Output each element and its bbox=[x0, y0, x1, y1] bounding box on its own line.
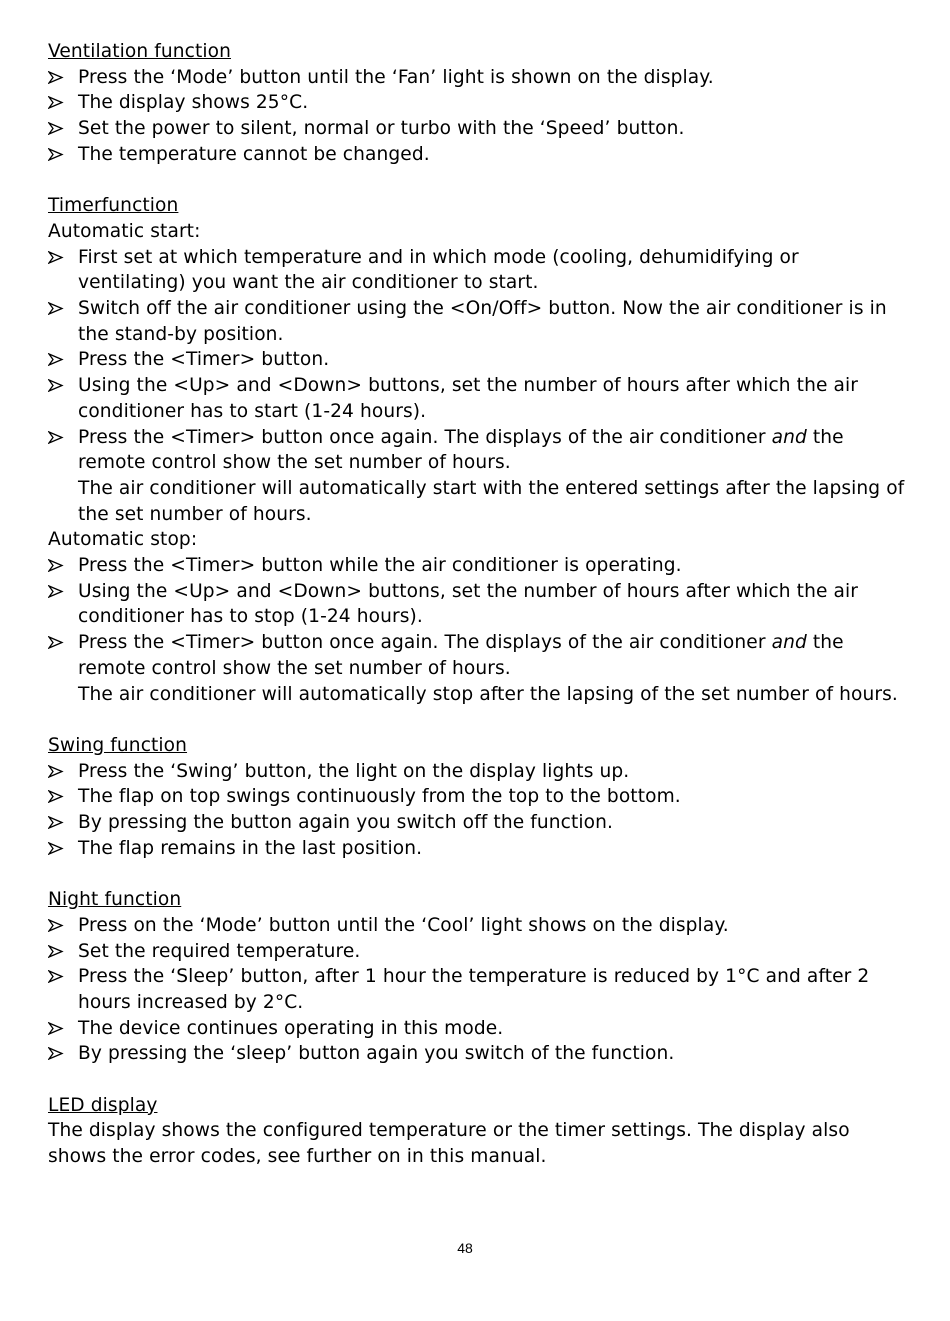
arrowhead-bullet-icon bbox=[48, 116, 64, 142]
section-gap bbox=[48, 861, 908, 887]
arrowhead-bullet-icon bbox=[48, 939, 64, 965]
page-number: 48 bbox=[457, 1240, 473, 1256]
arrowhead-bullet-icon bbox=[48, 373, 64, 399]
bullet-item bbox=[48, 810, 908, 836]
section-heading: Ventilation function bbox=[48, 41, 231, 62]
document-body bbox=[48, 39, 908, 1170]
bullet-text: Using the <Up> and <Down> buttons, set the number of hours after which the air conditioner has to start (1-24 hours). bbox=[78, 375, 859, 422]
bullet-item bbox=[48, 553, 908, 579]
bullet-item bbox=[48, 425, 908, 476]
section-heading: Timerfunction bbox=[48, 195, 179, 217]
continuation-text: The air conditioner will automatically start with the entered settings after the lapsing of the set number of hours. bbox=[78, 477, 905, 525]
paragraph-text: The display shows the configured temperature or the timer settings. The display also shows the error codes, see further on in this manual. bbox=[48, 1120, 850, 1168]
bullet-item bbox=[48, 964, 908, 1015]
arrowhead-bullet-icon bbox=[48, 913, 64, 939]
bullet-text: By pressing the ‘sleep’ button again you switch of the function. bbox=[78, 1043, 675, 1065]
bullet-item bbox=[48, 142, 908, 168]
continuation-text: The air conditioner will automatically stop after the lapsing of the set number of hours. bbox=[78, 683, 898, 705]
arrowhead-bullet-icon bbox=[48, 65, 64, 91]
bullet-text: Press the ‘Mode’ button until the ‘Fan’ light is shown on the display. bbox=[78, 66, 714, 88]
bullet-text: Set the power to silent, normal or turbo with the ‘Speed’ button. bbox=[78, 118, 685, 140]
arrowhead-bullet-icon bbox=[48, 836, 64, 862]
bullet-text: The flap remains in the last position. bbox=[78, 837, 423, 859]
arrowhead-bullet-icon bbox=[48, 553, 64, 579]
bullet-text: The device continues operating in this mode. bbox=[78, 1017, 504, 1039]
bullet-text-part: the remote control show the set number of hours. bbox=[78, 426, 844, 474]
bullet-text: Press the ‘Sleep’ button, after 1 hour the temperature is reduced by 1°C and after 2 hours increased by 2°C. bbox=[78, 966, 870, 1013]
arrowhead-bullet-icon bbox=[48, 1016, 64, 1042]
bullet-text-emphasis: and bbox=[771, 632, 807, 654]
arrowhead-bullet-icon bbox=[48, 296, 64, 322]
bullet-text: The flap on top swings continuously from the top to the bottom. bbox=[78, 786, 681, 808]
bullet-item bbox=[48, 65, 908, 91]
arrowhead-bullet-icon bbox=[48, 90, 64, 116]
bullet-text: First set at which temperature and in which mode (cooling, dehumidifying or ventilating) you want the air conditioner to start. bbox=[78, 246, 799, 294]
bullet-item bbox=[48, 373, 908, 424]
section-heading: LED display bbox=[48, 1094, 158, 1116]
section-ventilation-function bbox=[48, 39, 908, 168]
subheading-automatic-start: Automatic start: bbox=[48, 220, 201, 242]
bullet-text: Press the ‘Swing’ button, the light on the display lights up. bbox=[78, 760, 630, 782]
arrowhead-bullet-icon bbox=[48, 630, 64, 656]
bullet-text: The temperature cannot be changed. bbox=[78, 143, 430, 165]
bullet-text: Press the <Timer> button while the air conditioner is operating. bbox=[78, 555, 682, 577]
bullet-item bbox=[48, 630, 908, 681]
bullet-text-part: Press the <Timer> button once again. The displays of the air conditioner bbox=[78, 426, 772, 448]
section-led-display bbox=[48, 1093, 908, 1170]
bullet-item bbox=[48, 116, 908, 142]
bullet-item bbox=[48, 347, 908, 373]
arrowhead-bullet-icon bbox=[48, 964, 64, 990]
arrowhead-bullet-icon bbox=[48, 759, 64, 785]
section-night-function bbox=[48, 887, 908, 1067]
bullet-item bbox=[48, 784, 908, 810]
bullet-item bbox=[48, 1016, 908, 1042]
section-heading: Swing function bbox=[48, 734, 188, 756]
arrowhead-bullet-icon bbox=[48, 142, 64, 168]
bullet-item bbox=[48, 1041, 908, 1067]
bullet-text: Set the required temperature. bbox=[78, 940, 361, 962]
bullet-text: Using the <Up> and <Down> buttons, set the number of hours after which the air conditioner has to stop (1-24 hours). bbox=[78, 580, 859, 628]
section-timer-function bbox=[48, 193, 908, 707]
bullet-item bbox=[48, 296, 908, 347]
arrowhead-bullet-icon bbox=[48, 1041, 64, 1067]
bullet-item bbox=[48, 90, 908, 116]
section-gap bbox=[48, 1067, 908, 1093]
bullet-item bbox=[48, 245, 908, 296]
arrowhead-bullet-icon bbox=[48, 810, 64, 836]
arrowhead-bullet-icon bbox=[48, 347, 64, 373]
bullet-item bbox=[48, 759, 908, 785]
bullet-item bbox=[48, 939, 908, 965]
arrowhead-bullet-icon bbox=[48, 579, 64, 605]
arrowhead-bullet-icon bbox=[48, 784, 64, 810]
bullet-item bbox=[48, 836, 908, 862]
bullet-text-emphasis: and bbox=[771, 426, 807, 448]
bullet-item bbox=[48, 579, 908, 630]
bullet-text-part: the remote control show the set number of hours. bbox=[78, 632, 844, 679]
bullet-text-part: Press the <Timer> button once again. The displays of the air conditioner bbox=[78, 632, 772, 654]
subheading-automatic-stop: Automatic stop: bbox=[48, 529, 198, 551]
bullet-text: By pressing the button again you switch off the function. bbox=[78, 812, 614, 834]
arrowhead-bullet-icon bbox=[48, 245, 64, 271]
section-gap bbox=[48, 707, 908, 733]
bullet-text: The display shows 25°C. bbox=[78, 92, 309, 114]
arrowhead-bullet-icon bbox=[48, 425, 64, 451]
section-gap bbox=[48, 168, 908, 194]
bullet-text: Press the <Timer> button. bbox=[78, 349, 330, 371]
bullet-text: Press on the ‘Mode’ button until the ‘Cool’ light shows on the display. bbox=[78, 914, 729, 936]
bullet-text: Switch off the air conditioner using the <On/Off> button. Now the air conditioner is in the stand-by position. bbox=[78, 298, 887, 345]
section-swing-function bbox=[48, 733, 908, 862]
section-heading: Night function bbox=[48, 889, 182, 911]
bullet-item bbox=[48, 913, 908, 939]
